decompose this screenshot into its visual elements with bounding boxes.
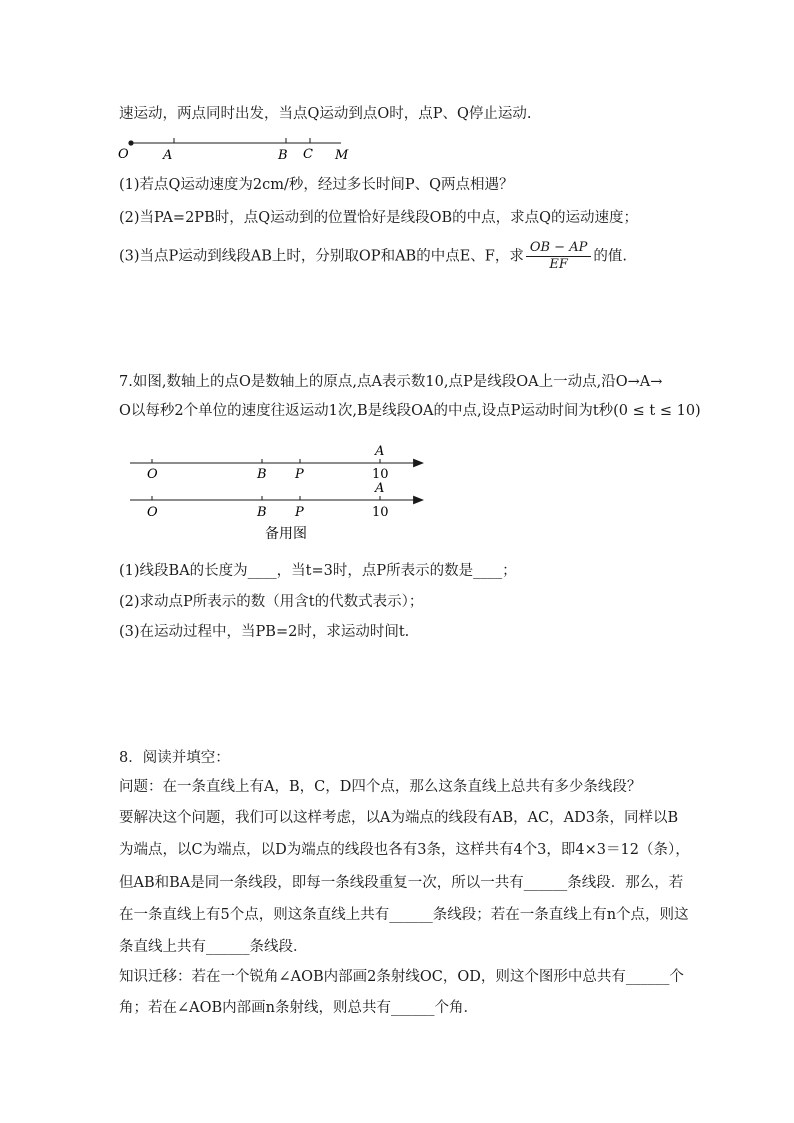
p6-q3-fraction [526,241,592,272]
p6-question-1: (1)若点Q运动速度为2cm/秒，经过多长时间P、Q两点相遇？ [119,177,514,193]
p8-line-9: 角；若在∠AOB内部画n条射线，则总共有______个角． [119,1000,479,1016]
p8-heading: 8．阅读并填空： [119,750,230,766]
p6-label-m: M [335,148,349,163]
p8-line-8: 知识迁移：若在一个锐角∠AOB内部画2条射线OC，OD，则这个图形中总共有______个 [119,969,684,985]
p7-label-p: P [295,467,304,482]
p6-point-o-dot [128,140,133,145]
p7-spare-caption: 备用图 [265,526,307,542]
p6-intro: 速运动，两点同时出发，当点Q运动到点O时，点P、Q停止运动. [119,106,532,122]
p7-stem-line-2: O以每秒2个单位的速度往返运动1次,B是线段OA的中点,设点P运动时间为t秒(0 ≤ t ≤ 10) [119,403,701,419]
p8-problem: 问题：在一条直线上有A，B，C，D四个点，那么这条直线上总共有多少条线段？ [119,779,642,795]
p6-question-2: (2)当PA=2PB时，点Q运动到的位置恰好是线段OB的中点，求点Q的运动速度； [119,210,639,226]
p8-line-7: 条直线上共有______条线段． [119,939,308,955]
p7-spare-label-p: P [295,505,304,520]
p6-segment-figure [114,134,354,164]
p7-stem-line-1: 7.如图,数轴上的点O是数轴上的原点,点A表示数10,点P是线段OA上一动点,沿O→A→ [119,374,663,390]
p8-line-6: 在一条直线上有5个点，则这条直线上共有______条线段；若在一条直线上有n个点，则这 [119,907,689,923]
p7-number-line-figure [126,440,436,565]
p7-label-a: A [375,444,385,459]
p8-line-4: 为端点，以C为端点，以D为端点的线段也各有3条，这样共有4个3，即4×3＝12（条）， [119,842,690,858]
p6-q3-denominator: EF [549,257,568,272]
p6-label-o: O [118,147,129,162]
p7-spare-label-o: O [147,505,158,520]
p6-label-c: C [303,147,313,162]
p7-question-1: (1)线段BA的长度为____，当t=3时，点P所表示的数是____； [119,563,517,579]
p7-spare-label-10: 10 [372,505,389,520]
p7-spare-label-a: A [375,481,385,496]
p8-line-3: 要解决这个问题，我们可以这样考虑，以A为端点的线段有AB，AC，AD3条，同样以B [119,810,679,826]
p7-question-3: (3)在运动过程中，当PB=2时，求运动时间t. [119,624,410,640]
p6-question-3 [119,241,627,272]
p7-label-10: 10 [372,467,389,482]
p7-label-b: B [257,467,267,482]
p6-label-b: B [278,148,288,163]
p6-q3-tail: 的值. [593,248,627,265]
p8-line-5: 但AB和BA是同一条线段，即每一条线段重复一次，所以一共有______条线段．那么，若 [119,875,684,891]
p6-q3-numerator: OB − AP [526,241,592,257]
p7-question-2: (2)求动点P所表示的数（用含t的代数式表示）； [119,594,424,610]
p7-spare-label-b: B [257,505,267,520]
p6-q3-text: (3)当点P运动到线段AB上时，分别取OP和AB的中点E、F，求 [119,248,524,265]
p6-label-a: A [163,148,173,163]
p7-label-o: O [147,467,158,482]
